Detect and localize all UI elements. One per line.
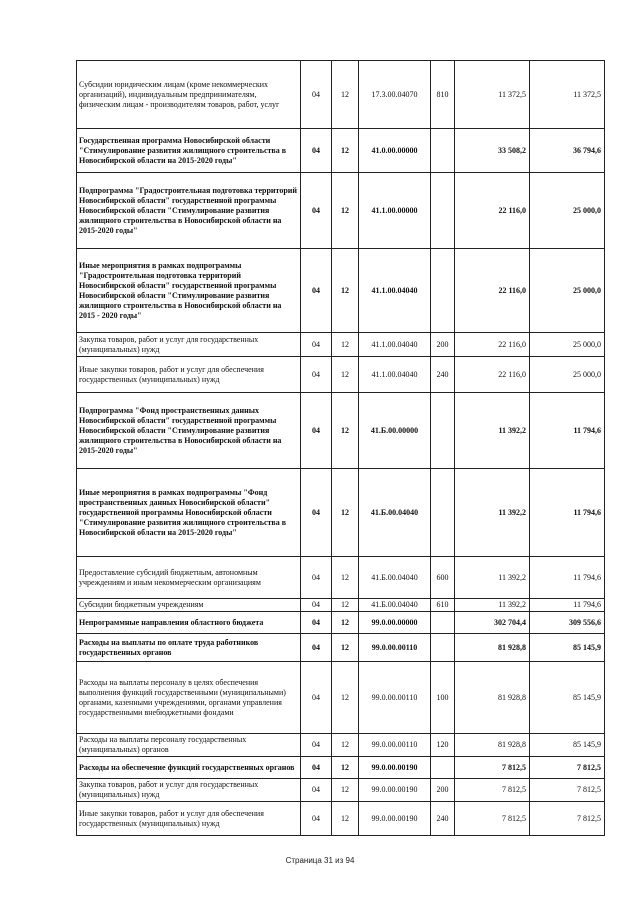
amount-year-2: 7 812,5	[530, 757, 605, 779]
amount-year-2: 25 000,0	[530, 333, 605, 357]
amount-year-2: 85 145,9	[530, 734, 605, 757]
row-name: Предоставление субсидий бюджетным, автономным учреждениям и иным некоммерческим организациям	[77, 557, 301, 599]
expense-type-code: 240	[431, 357, 455, 393]
expense-type-code: 100	[431, 662, 455, 734]
page-footer: Страница 31 из 94	[285, 856, 355, 865]
row-name: Расходы на выплаты персоналу государственных (муниципальных) органов	[77, 734, 301, 757]
section-code: 04	[301, 599, 332, 612]
amount-year-2: 309 556,6	[530, 612, 605, 634]
amount-year-2: 25 000,0	[530, 249, 605, 333]
table-row	[77, 249, 605, 333]
section-code: 04	[301, 612, 332, 634]
amount-year-2: 85 145,9	[530, 634, 605, 662]
target-article-code: 99.0.00.00190	[359, 757, 431, 779]
subsection-code: 12	[332, 802, 359, 836]
table-row	[77, 357, 605, 393]
expense-type-code: 240	[431, 802, 455, 836]
amount-year-1: 81 928,8	[455, 734, 530, 757]
section-code: 04	[301, 734, 332, 757]
table-row	[77, 779, 605, 802]
subsection-code: 12	[332, 393, 359, 469]
target-article-code: 99.0.00.00110	[359, 634, 431, 662]
amount-year-1: 11 372,5	[455, 61, 530, 129]
amount-year-1: 22 116,0	[455, 173, 530, 249]
row-name: Непрограммные направления областного бюджета	[77, 612, 301, 634]
target-article-code: 99.0.00.00190	[359, 802, 431, 836]
section-code: 04	[301, 779, 332, 802]
expense-type-code	[431, 469, 455, 557]
expense-type-code	[431, 249, 455, 333]
target-article-code: 99.0.00.00110	[359, 734, 431, 757]
amount-year-1: 22 116,0	[455, 357, 530, 393]
expense-type-code: 200	[431, 779, 455, 802]
row-name: Иные закупки товаров, работ и услуг для обеспечения государственных (муниципальных) нужд	[77, 357, 301, 393]
amount-year-2: 25 000,0	[530, 173, 605, 249]
target-article-code: 99.0.00.00110	[359, 662, 431, 734]
subsection-code: 12	[332, 357, 359, 393]
amount-year-1: 81 928,8	[455, 634, 530, 662]
row-name: Расходы на выплаты персоналу в целях обеспечения выполнения функций государственными (муниципальными) органами, казенными учреждениями, органами управления государственными внебюджетными фондами	[77, 662, 301, 734]
amount-year-2: 85 145,9	[530, 662, 605, 734]
table-row	[77, 757, 605, 779]
amount-year-1: 11 392,2	[455, 393, 530, 469]
amount-year-2: 11 794,6	[530, 557, 605, 599]
row-name: Иные мероприятия в рамках подпрограммы "Фонд пространственных данных Новосибирской области" государственной программы Новосибирской области "Стимулирование развития жилищного строительства в Новосибирской области на 2015-2020 годы"	[77, 469, 301, 557]
table-row	[77, 634, 605, 662]
amount-year-1: 11 392,2	[455, 469, 530, 557]
amount-year-1: 81 928,8	[455, 662, 530, 734]
subsection-code: 12	[332, 249, 359, 333]
row-name: Расходы на обеспечение функций государственных органов	[77, 757, 301, 779]
subsection-code: 12	[332, 173, 359, 249]
amount-year-2: 7 812,5	[530, 802, 605, 836]
target-article-code: 41.Б.00.04040	[359, 469, 431, 557]
table-row	[77, 469, 605, 557]
target-article-code: 41.Б.00.04040	[359, 557, 431, 599]
row-name: Субсидии юридическим лицам (кроме некоммерческих организаций), индивидуальным предпринимателям, физическим лицам - производителям товаров, работ, услуг	[77, 61, 301, 129]
subsection-code: 12	[332, 779, 359, 802]
expense-type-code: 200	[431, 333, 455, 357]
section-code: 04	[301, 61, 332, 129]
amount-year-1: 11 392,2	[455, 599, 530, 612]
amount-year-2: 36 794,6	[530, 129, 605, 173]
subsection-code: 12	[332, 599, 359, 612]
subsection-code: 12	[332, 634, 359, 662]
amount-year-2: 11 794,6	[530, 599, 605, 612]
expense-type-code	[431, 129, 455, 173]
row-name: Расходы на выплаты по оплате труда работников государственных органов	[77, 634, 301, 662]
target-article-code: 41.1.00.04040	[359, 357, 431, 393]
row-name: Закупка товаров, работ и услуг для государственных (муниципальных) нужд	[77, 333, 301, 357]
expense-type-code: 610	[431, 599, 455, 612]
subsection-code: 12	[332, 557, 359, 599]
target-article-code: 41.1.00.00000	[359, 173, 431, 249]
amount-year-1: 7 812,5	[455, 757, 530, 779]
target-article-code: 99.0.00.00000	[359, 612, 431, 634]
section-code: 04	[301, 173, 332, 249]
expense-type-code: 120	[431, 734, 455, 757]
target-article-code: 41.Б.00.04040	[359, 599, 431, 612]
expense-type-code: 600	[431, 557, 455, 599]
amount-year-2: 7 812,5	[530, 779, 605, 802]
subsection-code: 12	[332, 333, 359, 357]
section-code: 04	[301, 129, 332, 173]
table-row	[77, 662, 605, 734]
table-row	[77, 612, 605, 634]
section-code: 04	[301, 802, 332, 836]
subsection-code: 12	[332, 612, 359, 634]
section-code: 04	[301, 634, 332, 662]
row-name: Подпрограмма "Фонд пространственных данных Новосибирской области" государственной программы Новосибирской области "Стимулирование развития жилищного строительства в Новосибирской области на 2015-2020 годы"	[77, 393, 301, 469]
amount-year-1: 22 116,0	[455, 249, 530, 333]
expense-type-code	[431, 612, 455, 634]
expense-type-code	[431, 757, 455, 779]
table-row	[77, 129, 605, 173]
target-article-code: 41.Б.00.00000	[359, 393, 431, 469]
subsection-code: 12	[332, 662, 359, 734]
table-row	[77, 393, 605, 469]
target-article-code: 41.1.00.04040	[359, 333, 431, 357]
expense-type-code	[431, 173, 455, 249]
amount-year-1: 33 508,2	[455, 129, 530, 173]
subsection-code: 12	[332, 61, 359, 129]
section-code: 04	[301, 662, 332, 734]
table-row	[77, 61, 605, 129]
amount-year-2: 11 372,5	[530, 61, 605, 129]
target-article-code: 17.3.00.04070	[359, 61, 431, 129]
table-row	[77, 734, 605, 757]
amount-year-2: 11 794,6	[530, 393, 605, 469]
amount-year-1: 7 812,5	[455, 779, 530, 802]
subsection-code: 12	[332, 129, 359, 173]
budget-table	[76, 60, 605, 836]
row-name: Иные закупки товаров, работ и услуг для обеспечения государственных (муниципальных) нужд	[77, 802, 301, 836]
target-article-code: 41.1.00.04040	[359, 249, 431, 333]
amount-year-1: 302 704,4	[455, 612, 530, 634]
section-code: 04	[301, 393, 332, 469]
row-name: Субсидии бюджетным учреждениям	[77, 599, 301, 612]
row-name: Иные мероприятия в рамках подпрограммы "Градостроительная подготовка территорий Новосибирской области" государственной программы Новосибирской области "Стимулирование развития жилищного строительства в Новосибирской области на 2015 - 2020 годы"	[77, 249, 301, 333]
section-code: 04	[301, 557, 332, 599]
target-article-code: 99.0.00.00190	[359, 779, 431, 802]
subsection-code: 12	[332, 734, 359, 757]
amount-year-1: 11 392,2	[455, 557, 530, 599]
table-row	[77, 599, 605, 612]
table-row	[77, 333, 605, 357]
subsection-code: 12	[332, 757, 359, 779]
section-code: 04	[301, 333, 332, 357]
row-name: Закупка товаров, работ и услуг для государственных (муниципальных) нужд	[77, 779, 301, 802]
amount-year-2: 25 000,0	[530, 357, 605, 393]
expense-type-code: 810	[431, 61, 455, 129]
amount-year-1: 7 812,5	[455, 802, 530, 836]
expense-type-code	[431, 393, 455, 469]
target-article-code: 41.0.00.00000	[359, 129, 431, 173]
section-code: 04	[301, 357, 332, 393]
subsection-code: 12	[332, 469, 359, 557]
table-row	[77, 173, 605, 249]
amount-year-2: 11 794,6	[530, 469, 605, 557]
section-code: 04	[301, 469, 332, 557]
table-row	[77, 802, 605, 836]
section-code: 04	[301, 757, 332, 779]
section-code: 04	[301, 249, 332, 333]
amount-year-1: 22 116,0	[455, 333, 530, 357]
row-name: Подпрограмма "Градостроительная подготовка территорий Новосибирской области" государственной программы Новосибирской области "Стимулирование развития жилищного строительства в Новосибирской области на 2015-2020 годы"	[77, 173, 301, 249]
expense-type-code	[431, 634, 455, 662]
row-name: Государственная программа Новосибирской области "Стимулирование развития жилищного строительства в Новосибирской области на 2015-2020 годы"	[77, 129, 301, 173]
table-row	[77, 557, 605, 599]
